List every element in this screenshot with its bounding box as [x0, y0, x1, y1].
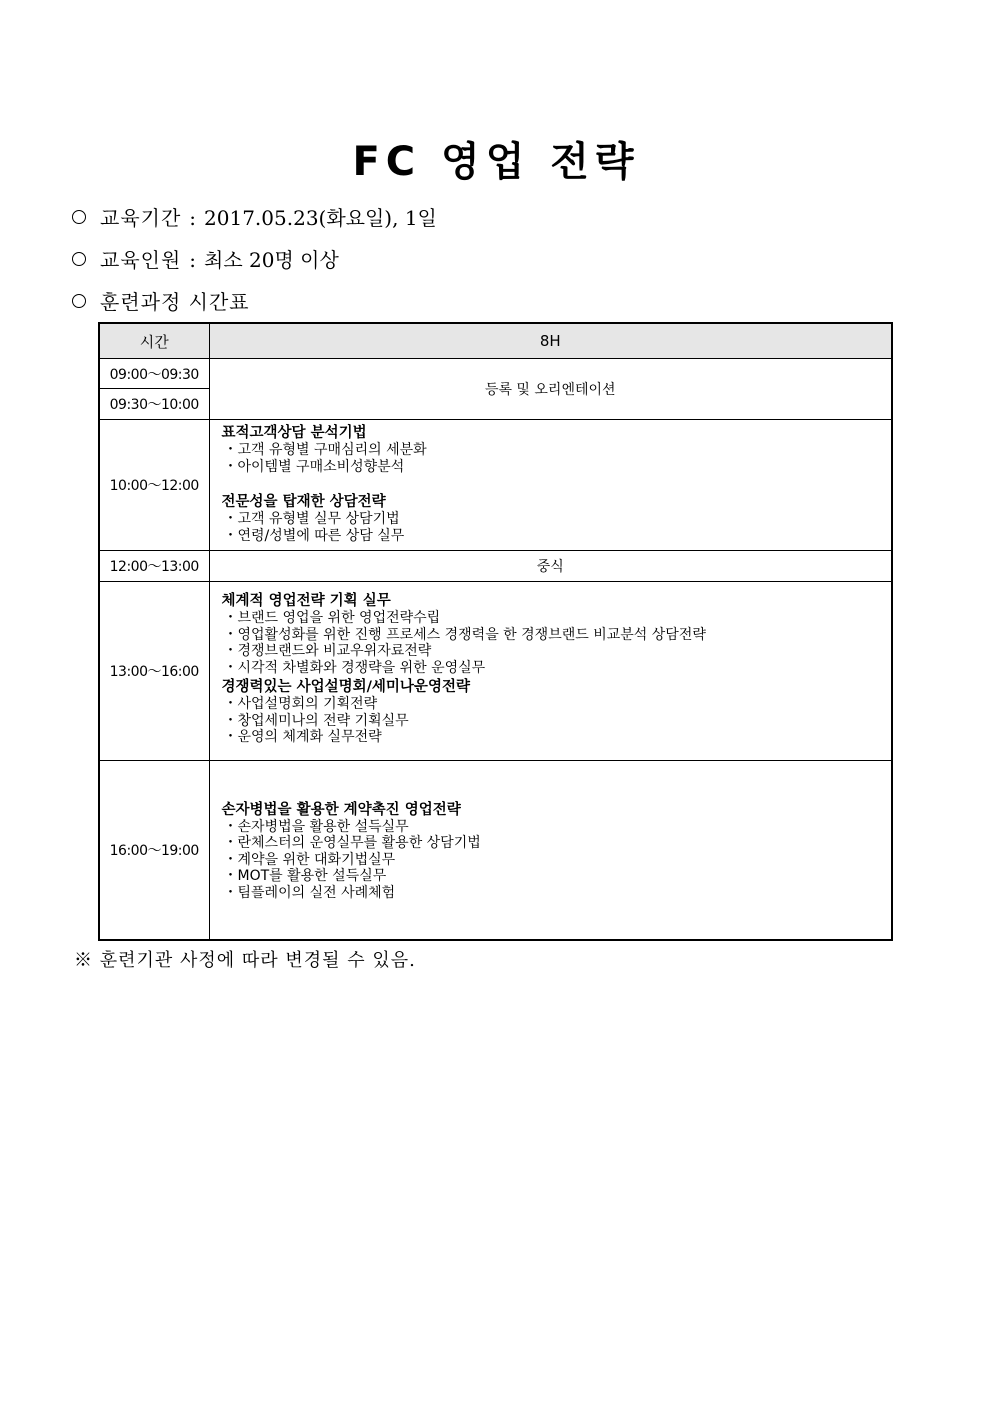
table-row [99, 551, 892, 582]
content-cell [209, 582, 892, 761]
section-title: 손자병법을 활용한 계약촉진 영업전략 [221, 801, 461, 818]
section-title: 전문성을 탑재한 상담전략 [221, 494, 386, 510]
list-item: ・사업설명회의 기획전략 [223, 696, 378, 712]
table-row [99, 359, 892, 389]
table-row [99, 582, 892, 761]
info-label: 교육인원 [100, 248, 182, 272]
section-title: 표적고객상담 분석기법 [221, 425, 367, 441]
time-cell: 12:00～13:00 [99, 551, 209, 582]
time-cell: 10:00～12:00 [99, 420, 209, 551]
list-item: ・MOT를 활용한 설득실무 [223, 868, 387, 884]
list-item: ・창업세미나의 전략 기획실무 [223, 712, 409, 729]
section-title: 체계적 영업전략 기획 실무 [221, 593, 391, 609]
time-cell: 09:30～10:00 [99, 389, 209, 420]
page-title: FC 영업 전략 [352, 139, 640, 185]
info-label: 훈련과정 시간표 [100, 290, 250, 314]
table-row [99, 761, 892, 940]
list-item: ・브랜드 영업을 위한 영업전략수립 [223, 610, 441, 626]
time-cell: 09:00～09:30 [99, 359, 209, 389]
schedule-table [98, 322, 893, 941]
list-item: ・란체스터의 운영실무를 활용한 상담기법 [223, 835, 481, 851]
list-item: ・운영의 체계화 실무전략 [223, 729, 382, 745]
info-attendees: 교육인원 : 최소 20명 이상 [72, 247, 339, 273]
list-item: ・시각적 차별화와 경쟁략을 위한 운영실무 [223, 659, 486, 676]
list-item: ・아이템별 구매소비성향분석 [223, 458, 405, 475]
header-duration: 8H [209, 323, 892, 359]
info-schedule [72, 289, 250, 315]
section-title: 경쟁력있는 사업설명회/세미나운영전략 [221, 679, 470, 695]
info-value: 최소 20명 이상 [204, 248, 339, 272]
table-header-row [99, 323, 892, 359]
bullet-circle-icon [72, 252, 86, 266]
info-period: 교육기간 : 2017.05.23(화요일), 1일 [72, 205, 437, 231]
list-item: ・연령/성별에 따른 상담 실무 [223, 527, 405, 544]
time-cell: 13:00～16:00 [99, 582, 209, 761]
table-row [99, 420, 892, 551]
content-cell: 중식 [209, 551, 892, 582]
info-value: 2017.05.23(화요일), 1일 [204, 206, 437, 230]
list-item: ・팀플레이의 실전 사례체험 [223, 884, 396, 901]
footnote: ※ 훈련기관 사정에 따라 변경될 수 있음. [74, 950, 416, 971]
list-item: ・고객 유형별 실무 상담기법 [223, 511, 400, 527]
bullet-circle-icon [72, 210, 86, 224]
list-item: ・계약을 위한 대화기법실무 [223, 851, 396, 868]
bullet-circle-icon [72, 294, 86, 308]
list-item: ・손자병법을 활용한 설득실무 [223, 818, 409, 835]
list-item: ・영업활성화를 위한 진행 프로세스 경쟁력을 한 경쟁브랜드 비교분석 상담전략 [223, 626, 706, 643]
time-cell: 16:00～19:00 [99, 761, 209, 940]
info-label: 교육기간 [100, 206, 182, 230]
list-item: ・경쟁브랜드와 비교우위자료전략 [223, 643, 432, 659]
content-cell: 등록 및 오리엔테이션 [209, 359, 892, 420]
content-cell [209, 761, 892, 940]
list-item: ・고객 유형별 구매심리의 세분화 [223, 442, 427, 458]
header-time: 시간 [99, 323, 209, 359]
content-cell [209, 420, 892, 551]
